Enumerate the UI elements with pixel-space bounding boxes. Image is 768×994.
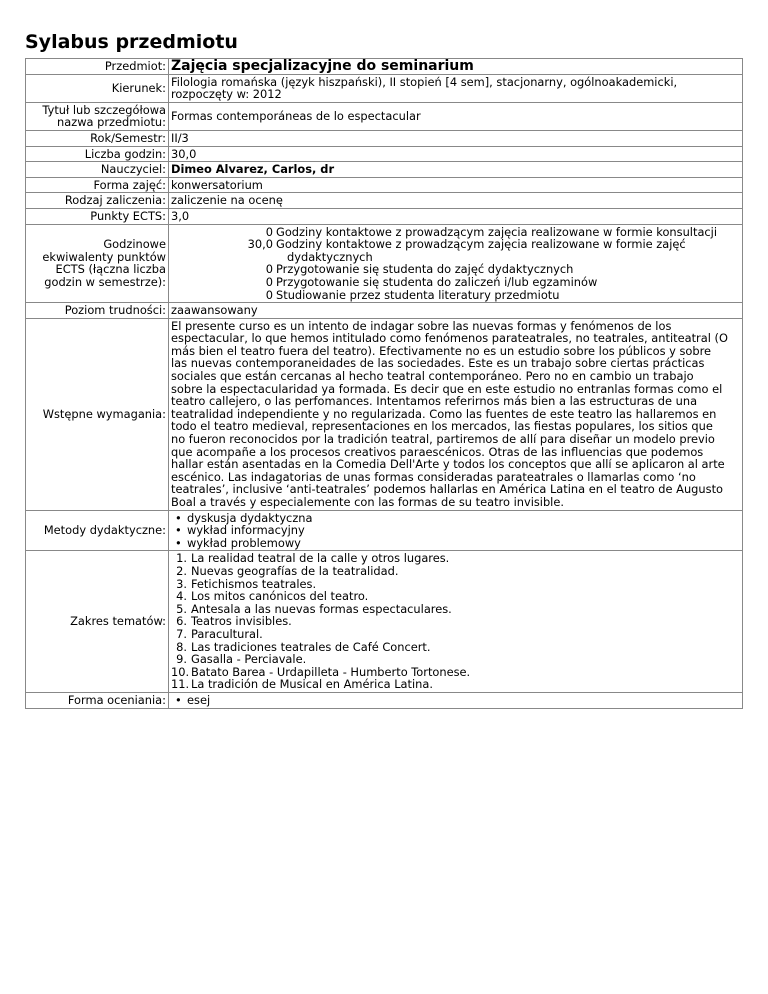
list-item-number: 2. xyxy=(176,563,187,578)
value-godziny: 30,0 xyxy=(169,146,743,162)
ects-item-num: 0 xyxy=(265,287,273,302)
ocenianie-list xyxy=(171,694,740,707)
row-wymagania xyxy=(26,318,743,510)
row-przedmiot xyxy=(26,59,743,75)
list-item-number: 1. xyxy=(176,551,187,566)
list-item-text: wykład problemowy xyxy=(187,535,301,550)
list-item-number: 7. xyxy=(176,626,187,641)
wymagania-line: Boal a través y especialemente con las formas de su teatro invisible. xyxy=(171,495,564,509)
row-metody xyxy=(26,510,743,551)
label-zaliczenie: Rodzaj zaliczenia: xyxy=(26,193,169,209)
row-zakres xyxy=(26,551,743,693)
wymagania-line: sobre la espectacularidad ya formada. Es decir que en este estudio no entranlas formas como el xyxy=(171,381,723,396)
wymagania-line: más bien el teatro fuera del teatro). Efectivamente no es un estudio sobre los públicos y sobre xyxy=(171,343,712,358)
label-godzinowe-line4: godzin w semestrze): xyxy=(44,274,166,289)
wymagania-line: espectacular, lo que hemos intitulado como fenómenos parateatrales, no teatrales, antiteatral (O xyxy=(171,331,728,346)
bullet: • xyxy=(175,510,182,525)
list-item xyxy=(171,678,740,691)
bullet: • xyxy=(175,523,182,538)
list-item-text: dyskusja dydaktyczna xyxy=(187,510,313,525)
wymagania-line: teatralidad independiente y no regularizada. Como las fuentes de este teatro las hallaremos en xyxy=(171,406,717,421)
value-kierunek-line1: Filologia romańska (język hiszpański), II stopień [4 sem], stacjonarny, ogólnoakademicki, xyxy=(171,74,678,89)
label-metody: Metody dydaktyczne: xyxy=(26,510,169,551)
value-poziom: zaawansowany xyxy=(169,303,743,319)
label-rok: Rok/Semestr: xyxy=(26,130,169,146)
row-ocenianie xyxy=(26,692,743,708)
list-item xyxy=(171,590,740,603)
list-item-text: Batato Barea - Urdapilleta - Humberto Tortonese. xyxy=(191,664,471,679)
row-nauczyciel xyxy=(26,162,743,178)
value-ects: 3,0 xyxy=(169,208,743,224)
list-item xyxy=(171,628,740,641)
label-tytul-line1: Tytuł lub szczegółowa xyxy=(42,102,166,117)
value-kierunek-line2: rozpoczęty w: 2012 xyxy=(171,87,282,102)
list-item-text: Gasalla - Perciavale. xyxy=(191,652,307,667)
row-forma xyxy=(26,177,743,193)
list-item-text: wykład informacyjny xyxy=(187,523,305,538)
list-item-text: Los mitos canónicos del teatro. xyxy=(191,589,369,604)
list-item xyxy=(171,537,740,550)
list-item-number: 9. xyxy=(176,652,187,667)
list-item-text: Teatros invisibles. xyxy=(191,614,292,629)
ects-item-text-line1: Godziny kontaktowe z prowadzącym zajęcia realizowane w formie zajęć xyxy=(276,237,686,252)
value-ocenianie xyxy=(169,692,743,708)
label-ocenianie: Forma oceniania: xyxy=(26,692,169,708)
label-godzinowe-line3: ECTS (łączna liczba xyxy=(55,262,166,277)
label-kierunek: Kierunek: xyxy=(26,74,169,102)
list-item-number: 8. xyxy=(176,639,187,654)
label-godziny: Liczba godzin: xyxy=(26,146,169,162)
ects-item-num: 0 xyxy=(265,224,273,239)
wymagania-line: teatrales’, inclusive ‘anti-teatrales’ podemos hallarlas en América Latina en el teatro de Augusto xyxy=(171,482,724,497)
row-kierunek xyxy=(26,74,743,102)
value-zaliczenie: zaliczenie na ocenę xyxy=(169,193,743,209)
list-item-number: 5. xyxy=(176,601,187,616)
list-item-text: La tradición de Musical en América Latina. xyxy=(191,677,433,692)
list-item xyxy=(171,653,740,666)
label-godzinowe-line2: ekwiwalenty punktów xyxy=(42,249,166,264)
ects-item-text: Studiowanie przez studenta literatury przedmiotu xyxy=(276,287,560,302)
bullet: • xyxy=(175,535,182,550)
label-poziom: Poziom trudności: xyxy=(26,303,169,319)
ects-item-num: 30,0 xyxy=(247,237,273,252)
label-godzinowe-line1: Godzinowe xyxy=(103,237,166,252)
list-item-text: La realidad teatral de la calle y otros lugares. xyxy=(191,551,450,566)
list-item xyxy=(171,694,740,707)
value-zakres xyxy=(169,551,743,693)
label-godzinowe xyxy=(26,224,169,303)
label-przedmiot: Przedmiot: xyxy=(26,59,169,75)
value-metody xyxy=(169,510,743,551)
ects-item-num: 0 xyxy=(265,262,273,277)
list-item-text: Paracultural. xyxy=(191,626,263,641)
list-item-number: 3. xyxy=(176,576,187,591)
wymagania-line: que acompañe a los procesos creativos paraescénicos. Otras de las influencias que podemos xyxy=(171,444,704,459)
ects-item-text: Przygotowanie się studenta do zaliczeń i/lub egzaminów xyxy=(276,274,598,289)
label-ects: Punkty ECTS: xyxy=(26,208,169,224)
wymagania-line: teatro callejero, o las perfomances. Intentamos referirnos más bien a las estructuras de una xyxy=(171,394,698,409)
ects-item xyxy=(171,276,740,289)
value-kierunek xyxy=(169,74,743,102)
row-poziom xyxy=(26,303,743,319)
value-wymagania xyxy=(169,318,743,510)
wymagania-line: sociales que están cercanas al hecho teatral contemporáneo. Pero no en cambio un trabajo xyxy=(171,369,694,384)
label-zakres: Zakres tematów: xyxy=(26,551,169,693)
value-godzinowe xyxy=(169,224,743,303)
ects-item-text xyxy=(273,238,740,263)
list-item-number: 10. xyxy=(171,664,190,679)
wymagania-line: todo el teatro medieval, representaciones en los mercados, las fiestas populares, los sitios que xyxy=(171,419,713,434)
wymagania-line: El presente curso es un intento de indagar sobre las nuevas formas y fenómenos de los xyxy=(171,318,672,333)
value-forma: konwersatorium xyxy=(169,177,743,193)
label-wymagania: Wstępne wymagania: xyxy=(26,318,169,510)
ects-item-text: Przygotowanie się studenta do zajęć dydaktycznych xyxy=(276,262,574,277)
label-forma: Forma zajęć: xyxy=(26,177,169,193)
list-item-number: 6. xyxy=(176,614,187,629)
list-item-number: 4. xyxy=(176,589,187,604)
value-przedmiot: Zajęcia specjalizacyjne do seminarium xyxy=(169,59,743,75)
ects-item-text-line2: dydaktycznych xyxy=(287,249,373,264)
wymagania-line: las nuevas contemporaneidades de las sociedades. Este es un trabajo sobre ciertas prácticas xyxy=(171,356,705,371)
list-item-text: Las tradiciones teatrales de Café Concert. xyxy=(191,639,431,654)
list-item-text: esej xyxy=(187,692,211,707)
row-rok xyxy=(26,130,743,146)
label-nauczyciel: Nauczyciel: xyxy=(26,162,169,178)
zakres-list xyxy=(171,552,740,691)
ects-item-num: 0 xyxy=(265,274,273,289)
label-tytul xyxy=(26,102,169,130)
syllabus-table xyxy=(25,58,743,709)
ects-item xyxy=(171,238,740,263)
label-tytul-line2: nazwa przedmiotu: xyxy=(57,115,166,130)
wymagania-line: escénico. Las indagatorias de unas formas consideradas parateatrales o llamarlas como ‘no xyxy=(171,469,696,484)
list-item-number: 11. xyxy=(171,677,190,692)
row-ects xyxy=(26,208,743,224)
bullet: • xyxy=(175,692,182,707)
list-item-text: Nuevas geografías de la teatralidad. xyxy=(191,563,399,578)
page-title: Sylabus przedmiotu xyxy=(25,31,238,53)
row-godzinowe xyxy=(26,224,743,303)
ects-item-text: Godziny kontaktowe z prowadzącym zajęcia realizowane w formie konsultacji xyxy=(276,224,718,239)
row-godziny xyxy=(26,146,743,162)
list-item xyxy=(171,565,740,578)
list-item-text: Fetichismos teatrales. xyxy=(191,576,317,591)
list-item-text: Antesala a las nuevas formas espectaculares. xyxy=(191,601,452,616)
value-tytul: Formas contemporáneas de lo espectacular xyxy=(169,102,743,130)
wymagania-line: no fueron reconocidos por la tradición teatral, partiremos de allí para diseñar un modelo previo xyxy=(171,432,715,447)
metody-list xyxy=(171,512,740,550)
wymagania-line: hallar están asentadas en la Comedia Dell'Arte y todos los conceptos que allí se aplicaron al arte xyxy=(171,457,725,472)
row-tytul xyxy=(26,102,743,130)
value-rok: II/3 xyxy=(169,130,743,146)
row-zaliczenie xyxy=(26,193,743,209)
ects-item xyxy=(171,289,740,302)
value-nauczyciel: Dimeo Alvarez, Carlos, dr xyxy=(169,162,743,178)
